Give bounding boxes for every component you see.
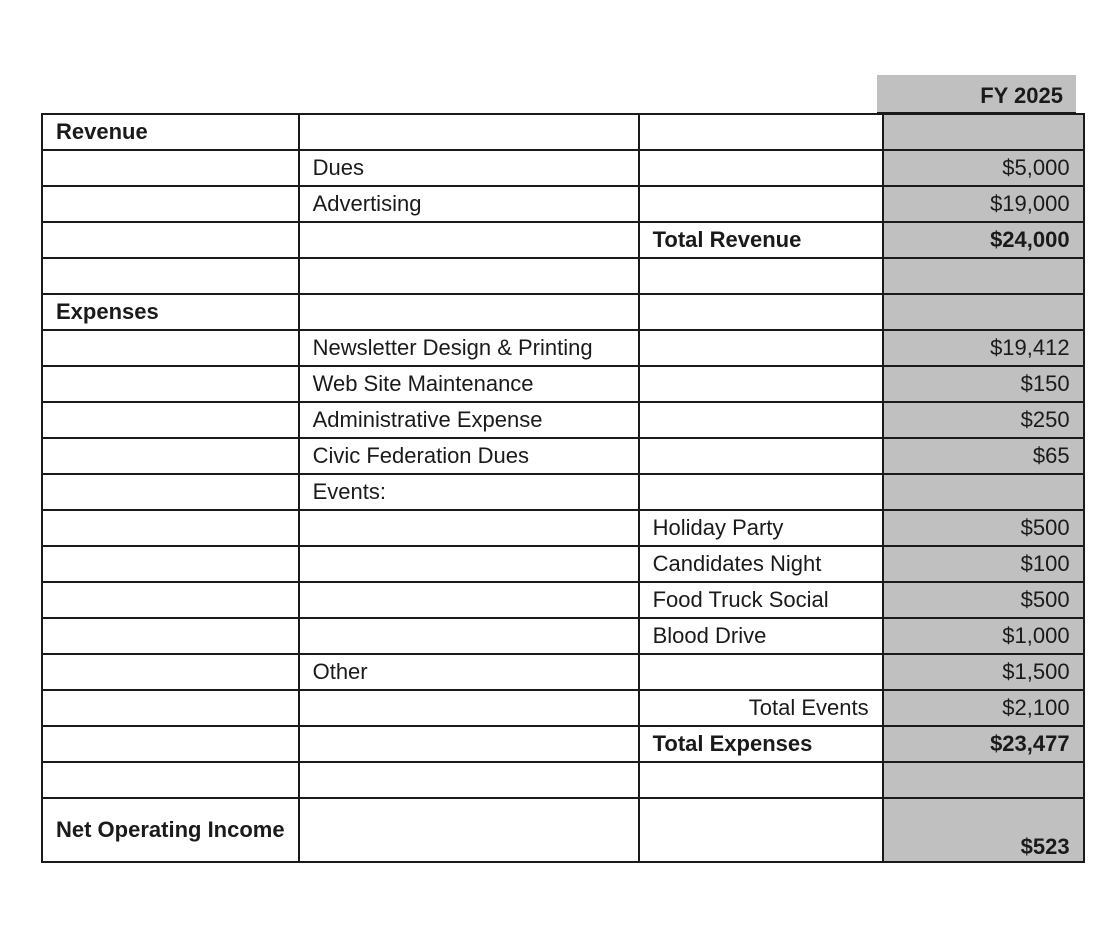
line-item-label (299, 222, 639, 258)
line-item-label (299, 798, 639, 862)
line-item-label: Administrative Expense (299, 402, 639, 438)
section-label (42, 258, 299, 294)
amount-cell: $250 (883, 402, 1084, 438)
subitem-label (639, 258, 883, 294)
line-item-label: Web Site Maintenance (299, 366, 639, 402)
table-row (42, 438, 1084, 474)
section-label (42, 690, 299, 726)
section-label (42, 186, 299, 222)
table-row (42, 402, 1084, 438)
event-label: Blood Drive (639, 618, 883, 654)
subitem-label (639, 762, 883, 798)
table-row (42, 366, 1084, 402)
amount-cell: $19,000 (883, 186, 1084, 222)
line-item-label (299, 510, 639, 546)
amount-cell: $500 (883, 582, 1084, 618)
amount-cell: $1,500 (883, 654, 1084, 690)
table-row (42, 546, 1084, 582)
line-item-label: Advertising (299, 186, 639, 222)
fiscal-year-header: FY 2025 (877, 75, 1076, 114)
amount-cell (883, 294, 1084, 330)
table-row (42, 690, 1084, 726)
line-item-label (299, 726, 639, 762)
amount-cell: $1,000 (883, 618, 1084, 654)
table-row (42, 258, 1084, 294)
line-item-label (299, 618, 639, 654)
subitem-label (639, 186, 883, 222)
section-label-expenses: Expenses (42, 294, 299, 330)
table-row (42, 186, 1084, 222)
section-label (42, 438, 299, 474)
line-item-label (299, 582, 639, 618)
subitem-label (639, 366, 883, 402)
amount-cell: $65 (883, 438, 1084, 474)
amount-cell: $150 (883, 366, 1084, 402)
amount-cell (883, 762, 1084, 798)
line-item-label: Events: (299, 474, 639, 510)
line-item-label (299, 294, 639, 330)
section-label (42, 510, 299, 546)
total-revenue-amount: $24,000 (883, 222, 1084, 258)
line-item-label (299, 114, 639, 150)
line-item-label: Newsletter Design & Printing (299, 330, 639, 366)
subitem-label (639, 294, 883, 330)
table-row (42, 654, 1084, 690)
table-row (42, 762, 1084, 798)
line-item-label (299, 690, 639, 726)
total-events-amount: $2,100 (883, 690, 1084, 726)
subitem-label (639, 654, 883, 690)
amount-cell (883, 114, 1084, 150)
subitem-label (639, 474, 883, 510)
table-row (42, 798, 1084, 862)
net-operating-income-amount: $523 (883, 798, 1084, 862)
table-row (42, 114, 1084, 150)
subitem-label (639, 798, 883, 862)
total-revenue-label: Total Revenue (639, 222, 883, 258)
section-label (42, 330, 299, 366)
amount-cell: $19,412 (883, 330, 1084, 366)
line-item-label (299, 762, 639, 798)
section-label (42, 618, 299, 654)
table-row (42, 474, 1084, 510)
table-row (42, 618, 1084, 654)
table-row (42, 582, 1084, 618)
event-label: Candidates Night (639, 546, 883, 582)
section-label (42, 582, 299, 618)
subitem-label (639, 330, 883, 366)
section-label (42, 222, 299, 258)
section-label (42, 726, 299, 762)
table-row (42, 330, 1084, 366)
subitem-label (639, 114, 883, 150)
event-label: Food Truck Social (639, 582, 883, 618)
line-item-label: Civic Federation Dues (299, 438, 639, 474)
line-item-label (299, 258, 639, 294)
line-item-label: Other (299, 654, 639, 690)
subitem-label (639, 438, 883, 474)
table-row (42, 726, 1084, 762)
line-item-label: Dues (299, 150, 639, 186)
section-label (42, 366, 299, 402)
table-row (42, 222, 1084, 258)
section-label-revenue: Revenue (42, 114, 299, 150)
total-events-label: Total Events (639, 690, 883, 726)
event-label: Holiday Party (639, 510, 883, 546)
amount-cell: $500 (883, 510, 1084, 546)
net-operating-income-label: Net Operating Income (42, 798, 299, 862)
table-row (42, 294, 1084, 330)
subitem-label (639, 402, 883, 438)
total-expenses-amount: $23,477 (883, 726, 1084, 762)
subitem-label (639, 150, 883, 186)
amount-cell: $5,000 (883, 150, 1084, 186)
section-label (42, 762, 299, 798)
section-label (42, 546, 299, 582)
section-label (42, 474, 299, 510)
amount-cell (883, 474, 1084, 510)
section-label (42, 402, 299, 438)
total-expenses-label: Total Expenses (639, 726, 883, 762)
section-label (42, 150, 299, 186)
table-row (42, 510, 1084, 546)
amount-cell: $100 (883, 546, 1084, 582)
line-item-label (299, 546, 639, 582)
budget-table (41, 113, 1085, 863)
amount-cell (883, 258, 1084, 294)
section-label (42, 654, 299, 690)
table-row (42, 150, 1084, 186)
